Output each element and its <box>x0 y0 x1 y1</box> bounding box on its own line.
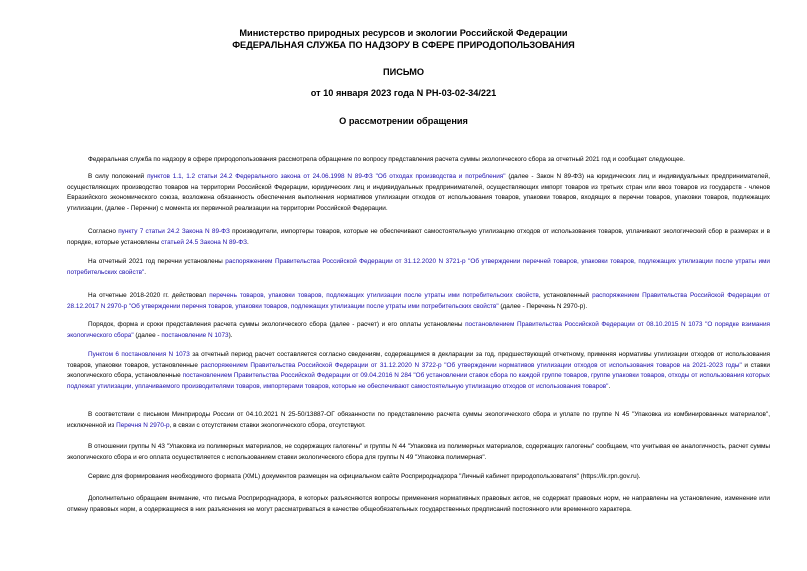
paragraph-calculation <box>67 350 770 392</box>
paragraph-eco-fee <box>67 227 770 248</box>
list-2970-r-link[interactable]: Перечня N 2970-р <box>116 421 170 429</box>
document-date-number: от 10 января 2023 года N РН-03-02-34/221 <box>310 88 497 98</box>
paragraph-text: . <box>246 238 249 246</box>
service-name: ФЕДЕРАЛЬНАЯ СЛУЖБА ПО НАДЗОРУ В СФЕРЕ ПРИРОДОПОЛЬЗОВАНИЯ <box>232 40 575 50</box>
paragraph-text: На отчетный 2021 год перечни установлены <box>88 258 226 265</box>
paragraph-disclaimer <box>67 494 770 515</box>
paragraph-text: . <box>608 382 611 390</box>
paragraph-xml-service <box>67 472 770 483</box>
resolution-1073-link[interactable]: постановлением Правительства Российской Федерации от 08.10.2015 N 1073 "О порядке взимания экологического сбора" <box>67 321 770 339</box>
order-3722-r-link[interactable]: распоряжением Правительства Российской Федерации от 31.12.2020 N 3722-р "Об утверждении нормативов утилизации отходов от использования товаров на 2021-2023 годы" <box>200 361 742 369</box>
goods-list-link[interactable]: перечень товаров, упаковки товаров, подлежащих утилизации после утраты ими потребительских свойств <box>209 292 539 299</box>
paragraph-text: В соответствии с письмом Минприроды России от 04.10.2021 N 25-50/13887-ОГ обязанности по представлению расчета суммы экологического сбора и уплате по группе N 45 "Упаковка из комбинированных материалов", исключенной из <box>67 411 770 429</box>
law-89fz-point-7-link[interactable]: пункту 7 статьи 24.2 Закона N 89-ФЗ <box>118 228 230 235</box>
paragraph-group-45 <box>67 410 770 431</box>
paragraph-text: (далее - Закон N 89-ФЗ) на юридических лиц и индивидуальных предпринимателей, осуществляющих производство товаров на территории Российской Федерации, юридических лиц и индивидуальных предпринимателей, осуществляющих импорт товаров из третьих стран или ввоз товаров из государств - членов Евразийского экономического союза, возложена обязанность обеспечения выполнения нормативов утилизации отходов от использования товаров, упаковки товаров, входящих в перечни товаров, упаковки товаров, подлежащих утилизации, (далее - Перечни) с момента их первичной реализации на территории Российской Федерации. <box>67 173 770 212</box>
paragraph-text: Дополнительно обращаем внимание, что письма Росприроднадзора, в которых разъясняются вопросы применения нормативных правовых актов, не содержат правовых норм, не направлены на установление, изменение или отмену правовых норм, а содержащиеся в них разъяснения не могут рассматриваться в качестве общеобязательных государственных предписаний постоянного или временного характера. <box>67 495 770 513</box>
document-subject: О рассмотрении обращения <box>339 116 468 126</box>
paragraph-lists-2021 <box>67 257 770 278</box>
paragraph-obligation <box>67 172 770 214</box>
paragraph-text: Согласно <box>88 228 119 235</box>
paragraph-text: и ставки экологического сбора, установленные <box>67 361 770 380</box>
paragraph-text: ). <box>228 331 233 339</box>
paragraph-text: . <box>144 268 147 276</box>
paragraph-text: В силу положений <box>88 173 148 180</box>
paragraph-text: На отчетные 2018-2020 гг. действовал <box>88 292 210 299</box>
resolution-1073-point-6-link[interactable]: Пунктом 6 постановления N 1073 <box>88 351 190 358</box>
paragraph-procedure <box>67 320 770 341</box>
resolution-1073-short-link[interactable]: постановление N 1073 <box>161 331 229 339</box>
order-3721-r-link[interactable]: распоряжением Правительства Российской Федерации от 31.12.2020 N 3721-р "Об утверждении перечней товаров, упаковки товаров, подлежащих утилизации после утраты ими потребительских свойств" <box>67 258 770 276</box>
paragraph-text: , установленный <box>538 292 593 299</box>
law-89fz-article-24-2-link[interactable]: пунктов 1.1, 1.2 статьи 24.2 Федерального закона от 24.06.1998 N 89-ФЗ "Об отходах производства и потребления" <box>147 173 506 180</box>
paragraph-text: Федеральная служба по надзору в сфере природопользования рассмотрела обращение по вопросу представления расчета суммы экологического сбора за отчетный 2021 год и сообщает следующее. <box>88 156 685 163</box>
resolution-284-link[interactable]: постановлением Правительства Российской Федерации от 09.04.2016 N 284 "Об установлении ставок сбора по каждой группе товаров, группе упаковки товаров, отходы от использования которых подлежат утилизации, уплачиваемого производителями товаров, импортерами товаров, которые не обеспечивают самостоятельную утилизацию отходов от использования товаров" <box>67 372 770 390</box>
paragraph-lists-2018-2020 <box>67 291 770 312</box>
order-2970-r-link[interactable]: распоряжением Правительства Российской Федерации от 28.12.2017 N 2970-р "Об утверждении перечня товаров, упаковки товаров, подлежащих утилизации после утраты ими потребительских свойств" <box>67 292 771 310</box>
paragraph-text: Сервис для формирования необходимого формата (XML) документов размещен на официальном сайте Росприроднадзора "Личный кабинет природопользователя" (https://lk.rpn.gov.ru). <box>88 473 641 480</box>
paragraph-text: (далее - Перечень N 2970-р). <box>498 302 588 310</box>
paragraph-text: Порядок, форма и сроки представления расчета суммы экологического сбора (далее - расчет) и его оплаты установлены <box>88 321 466 328</box>
paragraph-text: за отчетный период расчет составляется согласно сведениям, содержащимся в декларации за год, предшествующий отчетному, применяя нормативы утилизации отходов от использования товаров, упаковки товаров, установленные <box>67 351 770 369</box>
paragraph-groups-43-44 <box>67 442 770 463</box>
document-type: ПИСЬМО <box>382 67 425 77</box>
paragraph-intro <box>67 155 770 166</box>
paragraph-text: производители, импортеры товаров, которые не обеспечивают самостоятельную утилизацию отходов от использования товаров, уплачивают экологический сбор в размерах и в порядке, которые установлены <box>67 228 770 246</box>
paragraph-text: В отношении группы N 43 "Упаковка из полимерных материалов, не содержащих галогены" и группы N 44 "Упаковка из полимерных материалов, содержащих галогены" сообщаем, что учитывая ее аналогичность, расчет суммы экологического сбора и его оплата осуществляется с использованием ставки экологического сбора для группы N 49 "Упаковка полимерная". <box>67 443 770 461</box>
paragraph-text: , в связи с отсутствием ставки экологического сбора, отсутствуют. <box>169 421 366 429</box>
paragraph-text: (далее - <box>133 331 162 339</box>
ministry-name: Министерство природных ресурсов и экологии Российской Федерации <box>239 28 568 38</box>
law-89fz-article-24-5-link[interactable]: статьей 24.5 Закона N 89-ФЗ <box>161 238 247 246</box>
